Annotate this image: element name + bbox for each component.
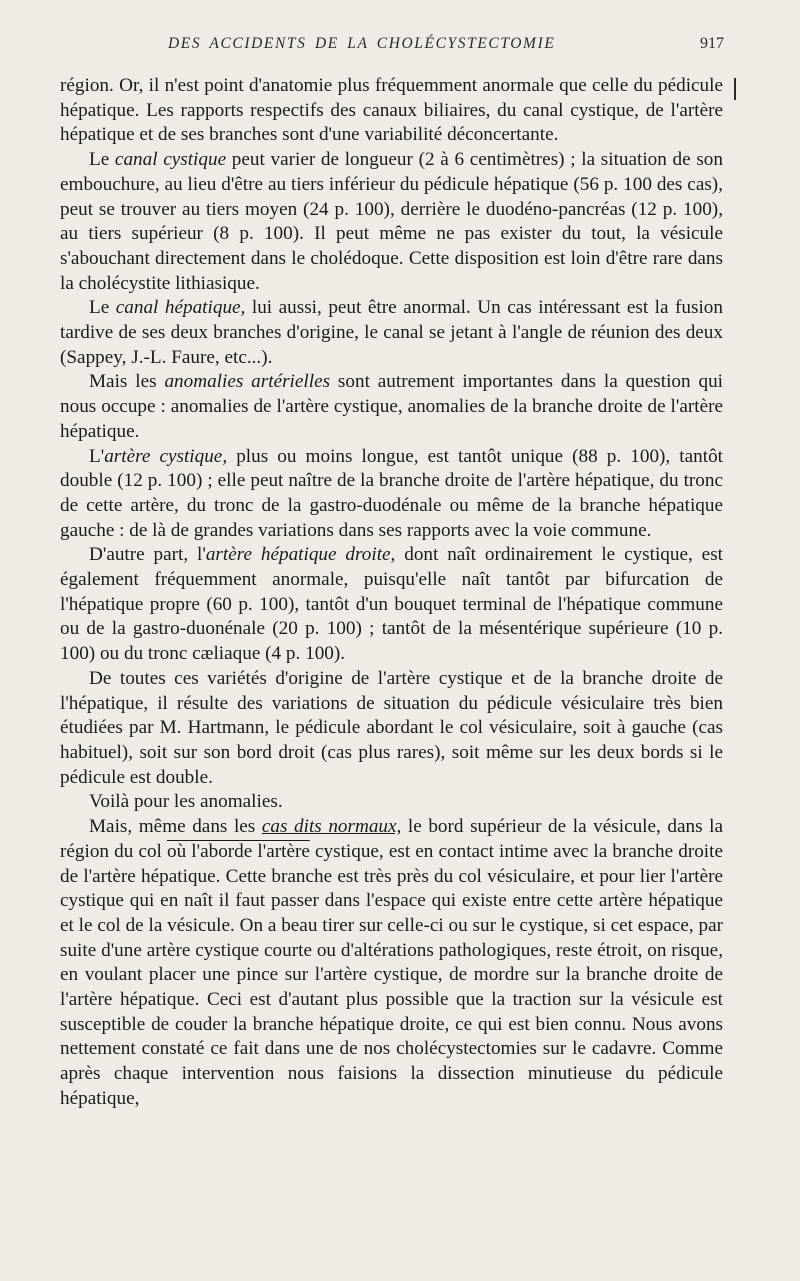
paragraph — [60, 815, 723, 1111]
body-text — [60, 74, 723, 1112]
paragraph — [60, 667, 723, 791]
paragraph — [60, 296, 723, 370]
margin-mark — [734, 78, 736, 100]
paragraph-text: plus ou moins longue, est tantôt unique (88 p. 100), tantôt double (12 p. 100) ; elle peut naître de la branche droite de l'artère hépatique, du tronc de cette artère, du tronc de la gastro-duodénale ou même de la branche hépatique gauche : de là de grandes variations dans ses rapports avec la voie commune. — [60, 445, 724, 541]
paragraph — [60, 445, 723, 544]
italic-term: artère hépatique droite, — [205, 544, 396, 566]
paragraph-text: lui aussi, peut être anormal. Un cas intéressant est la fusion tardive de ses deux branches d'origine, le canal se jetant à l'angle de réunion des deux (Sappey, J.-L. Faure, etc...). — [60, 297, 723, 368]
paragraph-text: D'autre part, l' — [89, 544, 206, 566]
italic-term: canal cystique — [114, 149, 227, 171]
paragraph-text: peut varier de longueur (2 à 6 centimètres) ; la situation de son embouchure, au lieu d'être au tiers inférieur du pédicule hépatique (56 p. 100 des cas), peut se trouver au tiers moyen (24 p. 100), derrière le duodéno-pancréas (12 p. 100), au tiers supérieur (8 p. 100). Il peut même ne pas exister du tout, la vésicule s'abouchant directement dans le cholédoque. Cette disposition est loin d'être rare dans la cholécystite lithiasique. — [60, 149, 723, 294]
page-number: 917 — [700, 35, 724, 52]
paragraph — [60, 74, 723, 148]
paragraph-text: dont naît ordinairement le cystique, est également fréquemment anormale, puisqu'elle naît tantôt par bifurcation de l'hépatique propre (60 p. 100), tantôt d'un bouquet terminal de l'hépatique commune ou de la gastro-duonénale (20 p. 100) ; tantôt de la mésentérique supérieure (10 p. 100) ou du tronc cæliaque (4 p. 100). — [60, 544, 723, 665]
italic-term: canal hépatique, — [115, 297, 246, 319]
paragraph-text: Mais, même dans les — [89, 816, 262, 838]
paragraph-text: cystique, est en contact intime avec la branche droite de l'artère hépatique. Cette branche est très près du col vésiculaire, et pour lier l'artère cystique qui en naît il faut passer dans l'espace qui existe entre cette artère hépatique et le col de la vésicule. On a beau tirer sur celle-ci ou sur le cystique, si cet espace, par suite d'une artère cystique courte ou d'altérations pathologiques, reste étroit, on risque, en voulant placer une pince sur l'artère cystique, de mordre sur la branche droite de l'artère hépatique. Ceci est d'autant plus possible que la traction sur la vésicule est susceptible de couder la branche hépatique droite, ce qui est bien connu. Nous avons nettement constaté ce fait dans une de nos cholécystectomies sur le cadavre. Comme après chaque intervention nous faisions la dissection minutieuse du pédicule hépatique, — [60, 840, 723, 1109]
paragraph-text: Le — [89, 149, 115, 171]
paragraph-text: Mais les — [89, 371, 165, 393]
annotated-phrase: où l'aborde l'artère — [167, 840, 310, 862]
italic-term: artère cystique, — [104, 445, 228, 467]
paragraph — [60, 148, 723, 296]
paragraph-text: sont autrement importantes dans la question qui nous occupe : anomalies de l'artère cystique, anomalies de la branche droite de l'artère hépatique. — [60, 371, 723, 442]
italic-term: cas dits normaux, — [261, 816, 402, 838]
italic-term: anomalies artérielles — [164, 371, 331, 393]
paragraph-text: L' — [89, 445, 105, 467]
paragraph — [60, 543, 723, 667]
page-header — [60, 35, 724, 61]
paragraph-text: Voilà pour les anomalies. — [89, 791, 283, 813]
paragraph-text: De toutes ces variétés d'origine de l'artère cystique et de la branche droite de l'hépatique, il résulte des variations de situation du pédicule vésiculaire très bien étudiées par M. Hartmann, le pédicule abordant le col vésiculaire, soit à gauche (cas habituel), soit sur son bord droit (cas plus rares), soit même sur les deux bords si le pédicule est double. — [60, 667, 723, 788]
paragraph — [60, 790, 723, 815]
paragraph-text: région. Or, il n'est point d'anatomie plus fréquemment anormale que celle du pédicule hépatique. Les rapports respectifs des canaux biliaires, du canal cystique, de l'artère hépatique et de ses branches sont d'une variabilité déconcertante. — [60, 75, 723, 146]
paragraph-text: Le — [89, 297, 116, 319]
paragraph-text: le bord supérieur de la vésicule, dans la région du col — [60, 816, 723, 862]
paragraph — [60, 370, 723, 444]
running-title: DES ACCIDENTS DE LA CHOLÉCYSTECTOMIE — [168, 35, 556, 52]
